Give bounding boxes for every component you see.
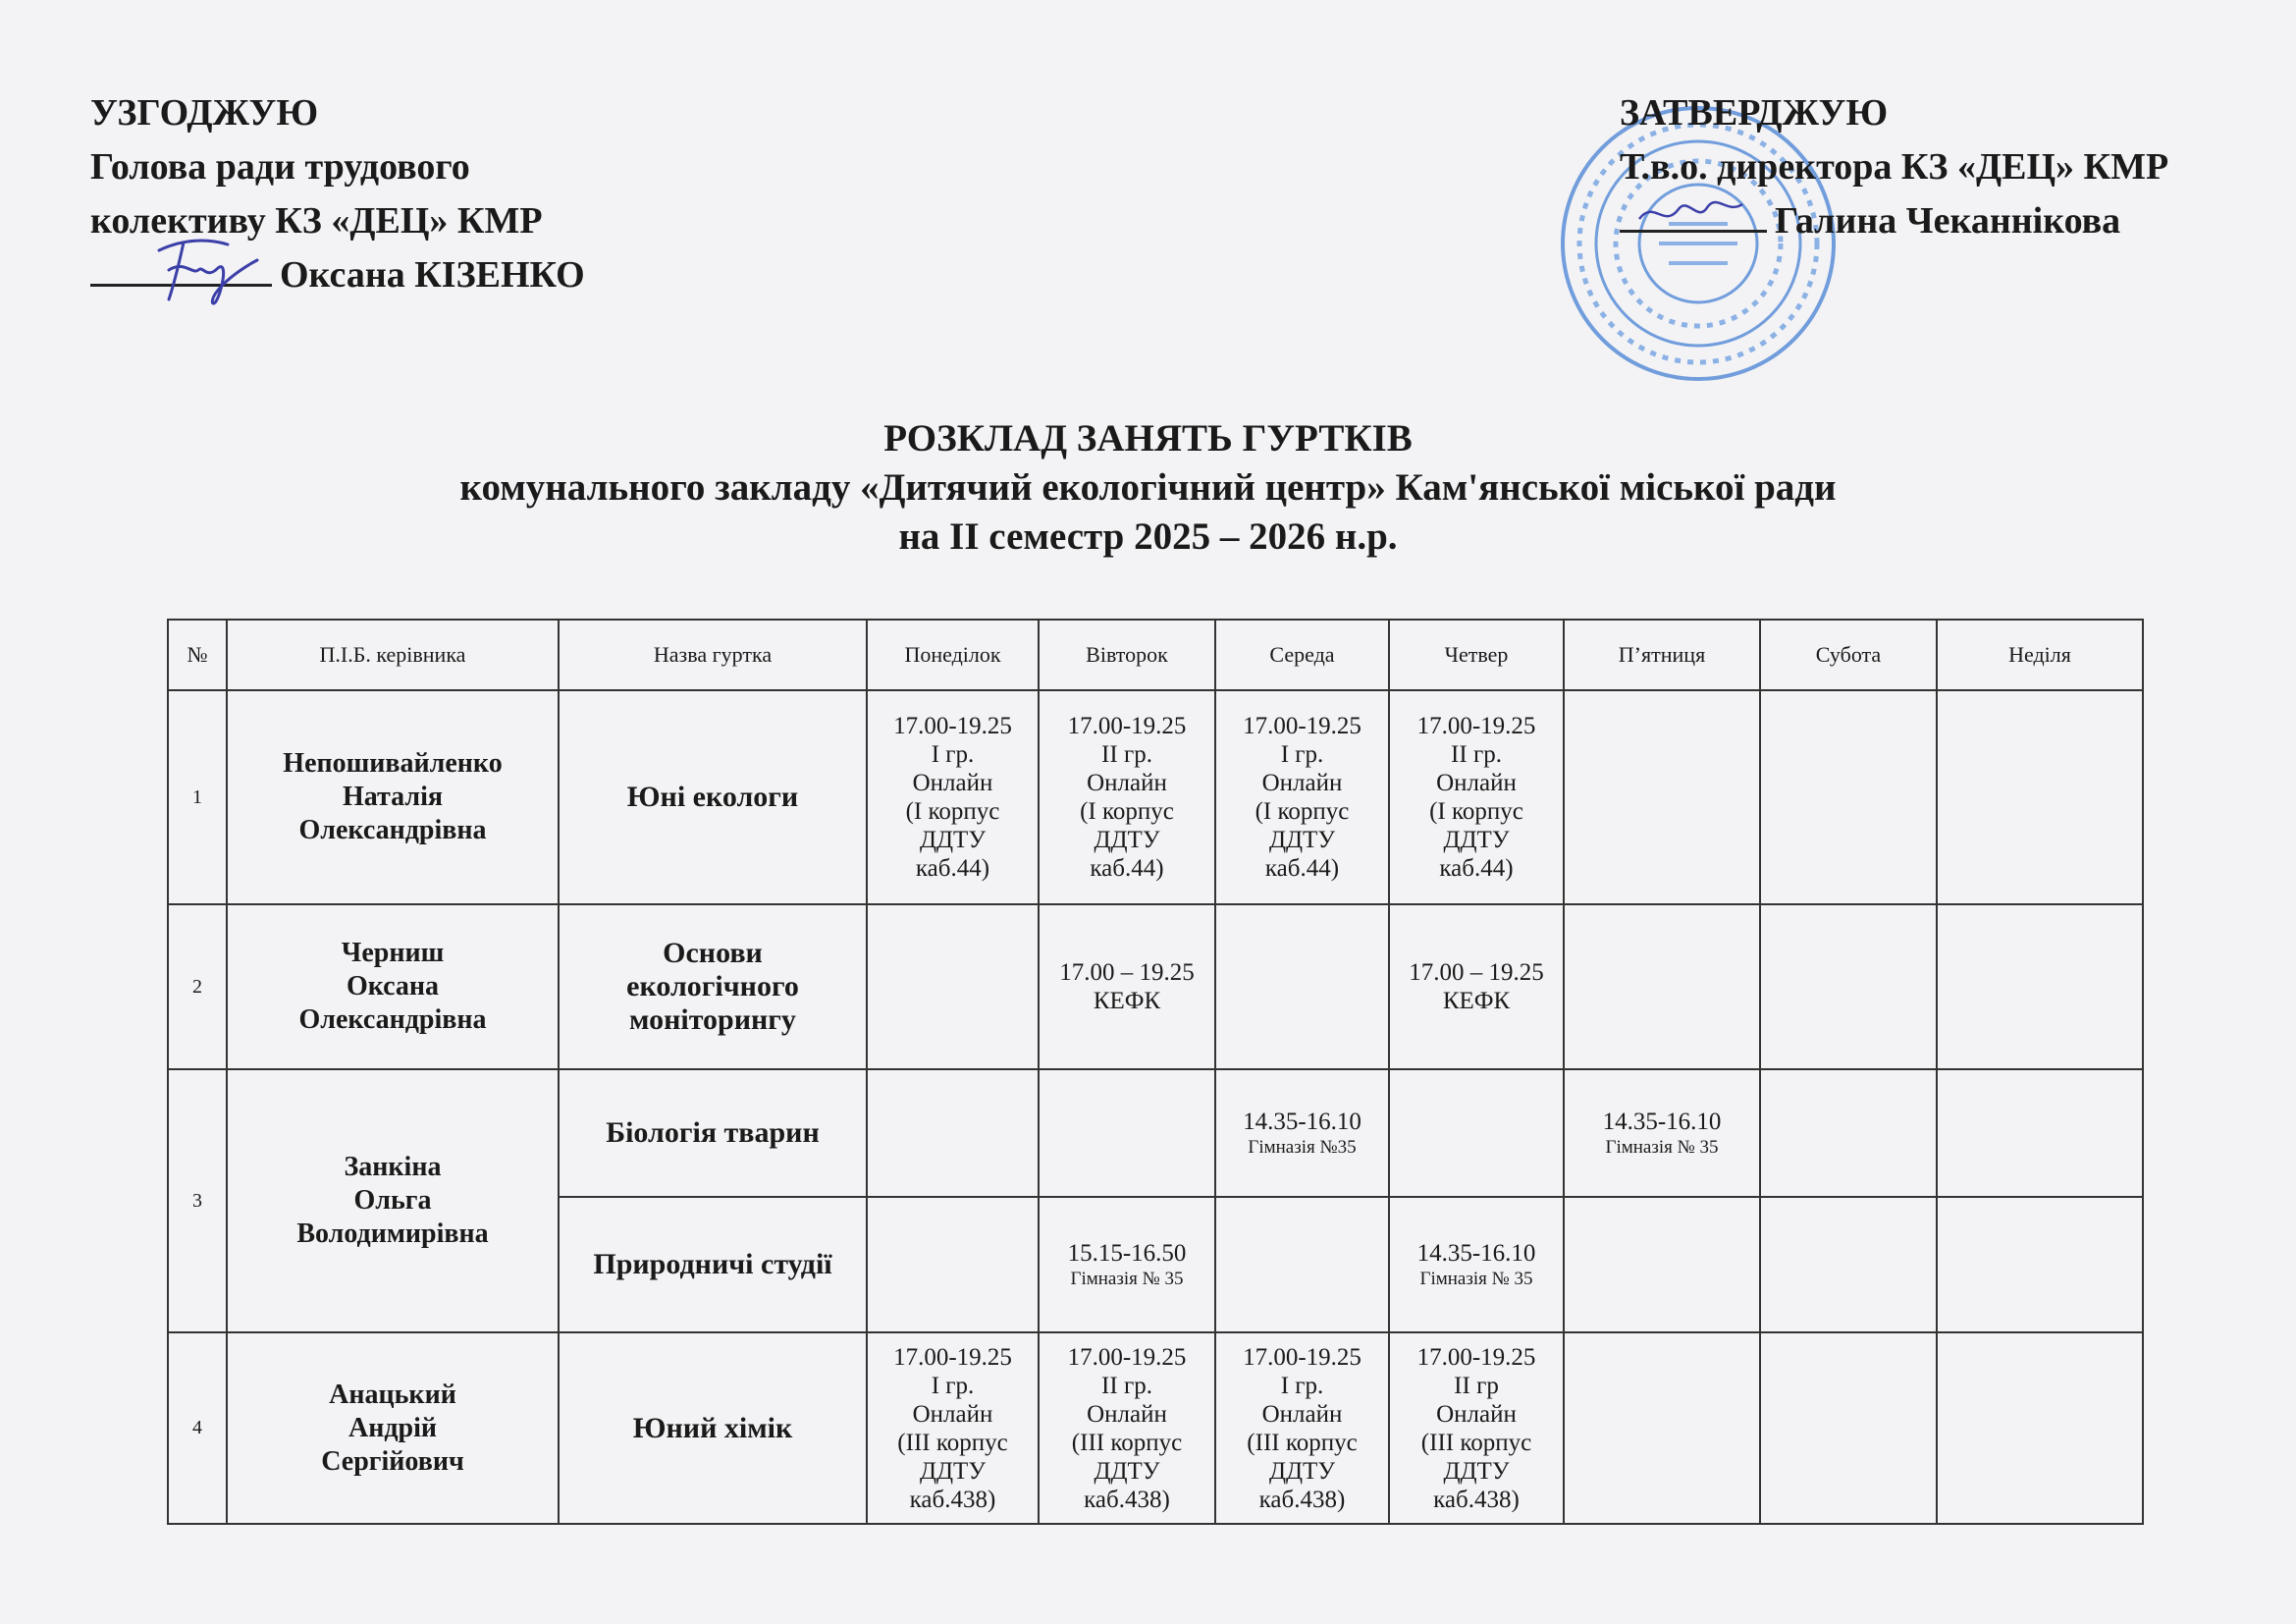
schedule-cell-sun xyxy=(1937,904,2143,1069)
approval-left-signature-line xyxy=(90,248,585,302)
handwritten-signature xyxy=(130,231,277,309)
title-line1: РОЗКЛАД ЗАНЯТЬ ГУРТКІВ xyxy=(883,417,1413,460)
schedule-cell-fri xyxy=(1564,1197,1760,1332)
schedule-cell-thu: 17.00-19.25 ІІ гр. Онлайн (І корпус ДДТУ каб.44) xyxy=(1389,690,1564,904)
schedule-table xyxy=(167,619,2144,1525)
signature-line xyxy=(90,248,272,287)
schedule-cell-tue: 17.00 – 19.25 КЕФК xyxy=(1039,904,1215,1069)
document-title xyxy=(0,414,2296,562)
table-row xyxy=(168,1069,2143,1197)
club-name: Юні екологи xyxy=(559,690,867,904)
schedule-cell-sun xyxy=(1937,1332,2143,1524)
schedule-cell-wed: 14.35-16.10 Гімназія №35 xyxy=(1215,1069,1389,1197)
header-cell: № xyxy=(168,620,227,690)
title-line3: на ІІ семестр 2025 – 2026 н.р. xyxy=(898,515,1398,558)
club-name: Природничі студії xyxy=(559,1197,867,1332)
schedule-cell-wed: 17.00-19.25 І гр. Онлайн (ІІІ корпус ДДТУ каб.438) xyxy=(1215,1332,1389,1524)
schedule-cell-sat xyxy=(1760,1332,1937,1524)
schedule-cell-sun xyxy=(1937,1069,2143,1197)
schedule-cell-tue: 17.00-19.25 ІІ гр. Онлайн (ІІІ корпус ДДТУ каб.438) xyxy=(1039,1332,1215,1524)
schedule-cell-fri xyxy=(1564,904,1760,1069)
teacher-name: Черниш Оксана Олександрівна xyxy=(227,904,559,1069)
approval-left-heading: УЗГОДЖУЮ xyxy=(90,92,319,134)
approval-right xyxy=(1620,86,2168,248)
table-row xyxy=(168,904,2143,1069)
schedule-cell-fri xyxy=(1564,1332,1760,1524)
teacher-name: Непошивайленко Наталія Олександрівна xyxy=(227,690,559,904)
schedule-cell-thu: 17.00 – 19.25 КЕФК xyxy=(1389,904,1564,1069)
schedule-cell-thu: 14.35-16.10 Гімназія № 35 xyxy=(1389,1197,1564,1332)
approval-right-line1: Т.в.о. директора КЗ «ДЕЦ» КМР xyxy=(1620,146,2169,188)
schedule-cell-thu xyxy=(1389,1069,1564,1197)
approval-right-heading: ЗАТВЕРДЖУЮ xyxy=(1620,92,1889,134)
row-number: 1 xyxy=(168,690,227,904)
header-cell: П’ятниця xyxy=(1564,620,1760,690)
row-number: 3 xyxy=(168,1069,227,1332)
schedule-cell-fri: 14.35-16.10 Гімназія № 35 xyxy=(1564,1069,1760,1197)
approval-left-line2: колективу КЗ «ДЕЦ» КМР xyxy=(90,200,543,242)
table-row xyxy=(168,690,2143,904)
schedule-cell-mon: 17.00-19.25 І гр. Онлайн (ІІІ корпус ДДТУ каб.438) xyxy=(867,1332,1039,1524)
club-name: Біологія тварин xyxy=(559,1069,867,1197)
approval-left xyxy=(90,86,585,302)
schedule-cell-wed xyxy=(1215,904,1389,1069)
approval-right-signatory: Галина Чеканнікова xyxy=(1775,200,2121,242)
title-line2: комунального закладу «Дитячий екологічний центр» Кам'янської міської ради xyxy=(459,466,1837,509)
schedule-cell-mon xyxy=(867,904,1039,1069)
header-cell: Четвер xyxy=(1389,620,1564,690)
row-number: 2 xyxy=(168,904,227,1069)
header-cell: Середа xyxy=(1215,620,1389,690)
schedule-cell-thu: 17.00-19.25 ІІ гр Онлайн (ІІІ корпус ДДТУ каб.438) xyxy=(1389,1332,1564,1524)
table-row xyxy=(168,1332,2143,1524)
schedule-cell-wed xyxy=(1215,1197,1389,1332)
handwritten-signature xyxy=(1629,185,1747,244)
schedule-cell-wed: 17.00-19.25 І гр. Онлайн (І корпус ДДТУ каб.44) xyxy=(1215,690,1389,904)
schedule-cell-mon: 17.00-19.25 І гр. Онлайн (І корпус ДДТУ каб.44) xyxy=(867,690,1039,904)
header-cell: Понеділок xyxy=(867,620,1039,690)
schedule-cell-sat xyxy=(1760,904,1937,1069)
approval-left-line1: Голова ради трудового xyxy=(90,146,470,188)
header-cell: Субота xyxy=(1760,620,1937,690)
schedule-cell-mon xyxy=(867,1069,1039,1197)
approval-right-signature-line xyxy=(1620,194,2168,248)
header-cell: Неділя xyxy=(1937,620,2143,690)
schedule-cell-tue: 17.00-19.25 ІІ гр. Онлайн (І корпус ДДТУ каб.44) xyxy=(1039,690,1215,904)
teacher-name: Занкіна Ольга Володимирівна xyxy=(227,1069,559,1332)
header-cell: Назва гуртка xyxy=(559,620,867,690)
header-cell: Вівторок xyxy=(1039,620,1215,690)
club-name: Основи екологічного моніторингу xyxy=(559,904,867,1069)
schedule-cell-tue: 15.15-16.50 Гімназія № 35 xyxy=(1039,1197,1215,1332)
schedule-cell-sun xyxy=(1937,690,2143,904)
header-row xyxy=(168,620,2143,690)
teacher-name: Анацький Андрій Сергійович xyxy=(227,1332,559,1524)
schedule-cell-sun xyxy=(1937,1197,2143,1332)
signature-line xyxy=(1620,194,1767,233)
header-cell: П.І.Б. керівника xyxy=(227,620,559,690)
schedule-cell-sat xyxy=(1760,1069,1937,1197)
schedule-cell-mon xyxy=(867,1197,1039,1332)
schedule-cell-sat xyxy=(1760,690,1937,904)
approval-left-signatory: Оксана КІЗЕНКО xyxy=(280,254,585,296)
row-number: 4 xyxy=(168,1332,227,1524)
club-name: Юний хімік xyxy=(559,1332,867,1524)
schedule-cell-sat xyxy=(1760,1197,1937,1332)
schedule-cell-fri xyxy=(1564,690,1760,904)
schedule-cell-tue xyxy=(1039,1069,1215,1197)
